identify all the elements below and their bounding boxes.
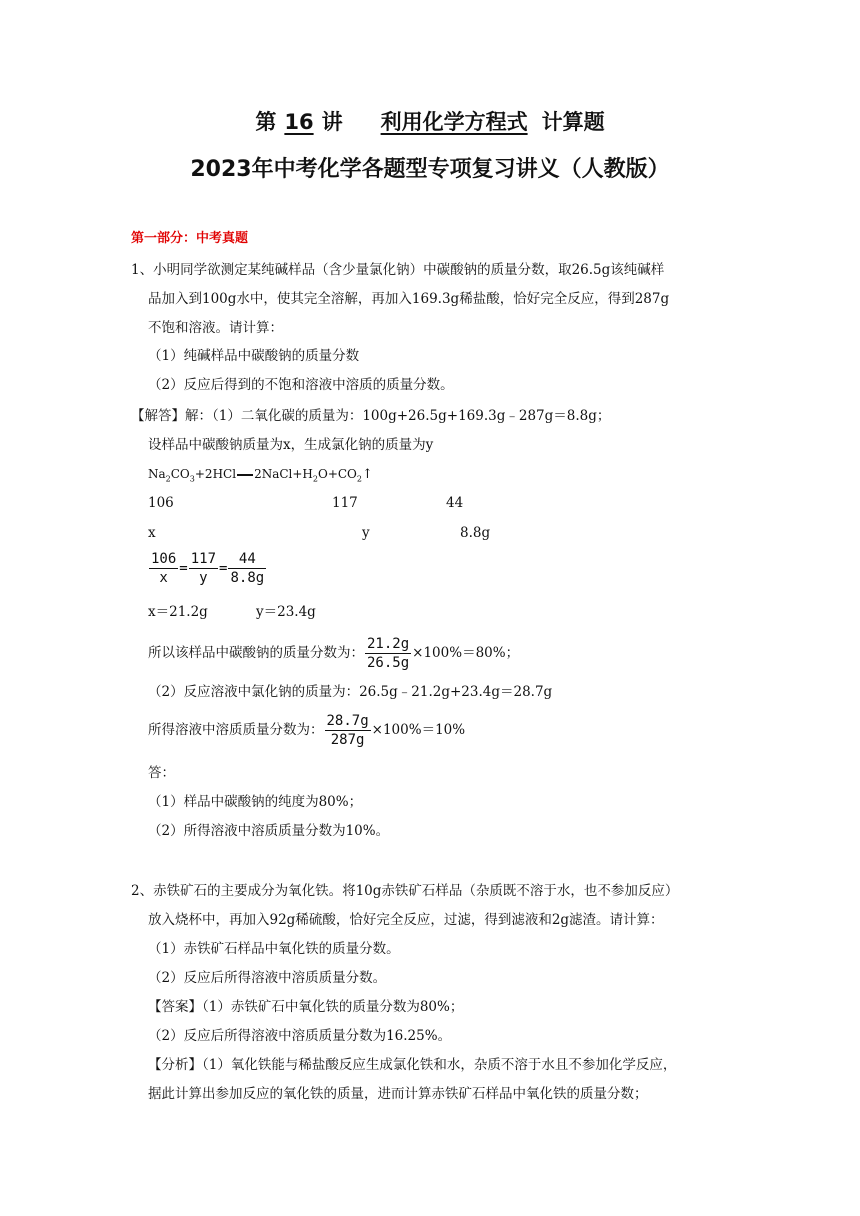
q1-solution-line-3: （2）反应溶液中氯化钠的质量为：26.5g﹣21.2g+23.4g＝28.7g <box>148 684 553 700</box>
variable-y: y <box>362 525 370 541</box>
chemical-equation: $Na_2CO_3+2HCl$ $2NaCl+H_2O+CO_2↑$ <box>148 467 373 484</box>
fraction-1: $\frac{106}{x}$ <box>151 551 177 586</box>
reaction-equals-bar <box>237 474 253 476</box>
variable-x: x <box>148 525 156 541</box>
answer-label: 答： <box>148 765 175 781</box>
result-x: x＝21.2g <box>148 604 208 620</box>
lecture-topic: 利用化学方程式 <box>380 110 528 134</box>
fraction-2: $\frac{117}{y}$ <box>190 551 217 586</box>
molar-mass-co2: 44 <box>446 495 464 511</box>
q2-analysis-1: 【分析】（1）氧化铁能与稀盐酸反应生成氯化铁和水，杂质不溶于水且不参加化学反应， <box>148 1057 677 1073</box>
q2-answer-2: （2）反应后所得溶液中溶质质量分数为16.25%。 <box>148 1028 452 1044</box>
document-subtitle: 2023年中考化学各题型专项复习讲义（人教版） <box>190 157 670 182</box>
gas-arrow: ↑ <box>362 467 373 482</box>
lecture-number: 16 <box>284 110 314 134</box>
q1-subquestion-2: （2）反应后得到的不饱和溶液中溶质的质量分数。 <box>148 377 454 393</box>
title-part-1: 第 <box>255 110 277 134</box>
percentage-fraction-1: $\frac{21.2g}{26.5g}$ <box>367 636 410 671</box>
title-part-2: 讲 <box>321 110 343 134</box>
q1-solution-line-2: 设样品中碳酸钠质量为x，生成氯化钠的质量为y <box>148 437 434 453</box>
molar-mass-na2co3: 106 <box>148 495 174 511</box>
mass-co2: 8.8g <box>460 525 491 541</box>
q1-line-3: 不饱和溶液。请计算： <box>148 320 283 336</box>
fraction-3: $\frac{44}{8.8g}$ <box>230 551 265 586</box>
q2-subquestion-2: （2）反应后所得溶液中溶质质量分数。 <box>148 970 387 986</box>
lecture-title <box>0 106 860 136</box>
q1-subquestion-1: （1）纯碱样品中碳酸钠的质量分数 <box>148 348 360 364</box>
percentage-line-2: 所得溶液中溶质质量分数为： $\frac{28.7g}{287g}$ ×100%＝10% <box>148 713 466 748</box>
q2-subquestion-1: （1）赤铁矿石样品中氧化铁的质量分数。 <box>148 941 400 957</box>
proportion-equation: $\frac{106}{x}$ = $\frac{117}{y}$ = $\frac{44}{8.8g}$ <box>151 551 265 586</box>
q2-line-1: 2、赤铁矿石的主要成分为氧化铁。将10g赤铁矿石样品（杂质既不溶于水，也不参加反应） <box>131 883 679 899</box>
q2-line-2: 放入烧杯中，再加入92g稀硫酸，恰好完全反应，过滤，得到滤液和2g滤渣。请计算： <box>148 912 664 928</box>
q1-solution-line-1: 【解答】解：（1）二氧化碳的质量为：100g+26.5g+169.3g﹣287g＝8.8g； <box>131 408 611 424</box>
title-part-3: 计算题 <box>541 110 605 134</box>
result-y: y＝23.4g <box>256 604 316 620</box>
q1-line-2: 品加入到100g水中，使其完全溶解，再加入169.3g稀盐酸，恰好完全反应，得到287g <box>148 291 670 307</box>
q2-analysis-2: 据此计算出参加反应的氧化铁的质量，进而计算赤铁矿石样品中氧化铁的质量分数； <box>148 1086 648 1102</box>
answer-2: （2）所得溶液中溶质质量分数为10%。 <box>148 823 390 839</box>
section-heading: 第一部分：中考真题 <box>131 231 249 246</box>
q2-answer-1: 【答案】（1）赤铁矿石中氧化铁的质量分数为80%； <box>148 999 464 1015</box>
answer-1: （1）样品中碳酸钠的纯度为80%； <box>148 794 363 810</box>
q1-line-1: 1、小明同学欲测定某纯碱样品（含少量氯化钠）中碳酸钠的质量分数，取26.5g该纯碱样 <box>131 262 665 278</box>
percentage-fraction-2: $\frac{28.7g}{287g}$ <box>326 713 369 748</box>
percentage-line-1: 所以该样品中碳酸钠的质量分数为： $\frac{21.2g}{26.5g}$ ×100%＝80%； <box>148 636 520 671</box>
molar-mass-nacl: 117 <box>332 495 358 511</box>
